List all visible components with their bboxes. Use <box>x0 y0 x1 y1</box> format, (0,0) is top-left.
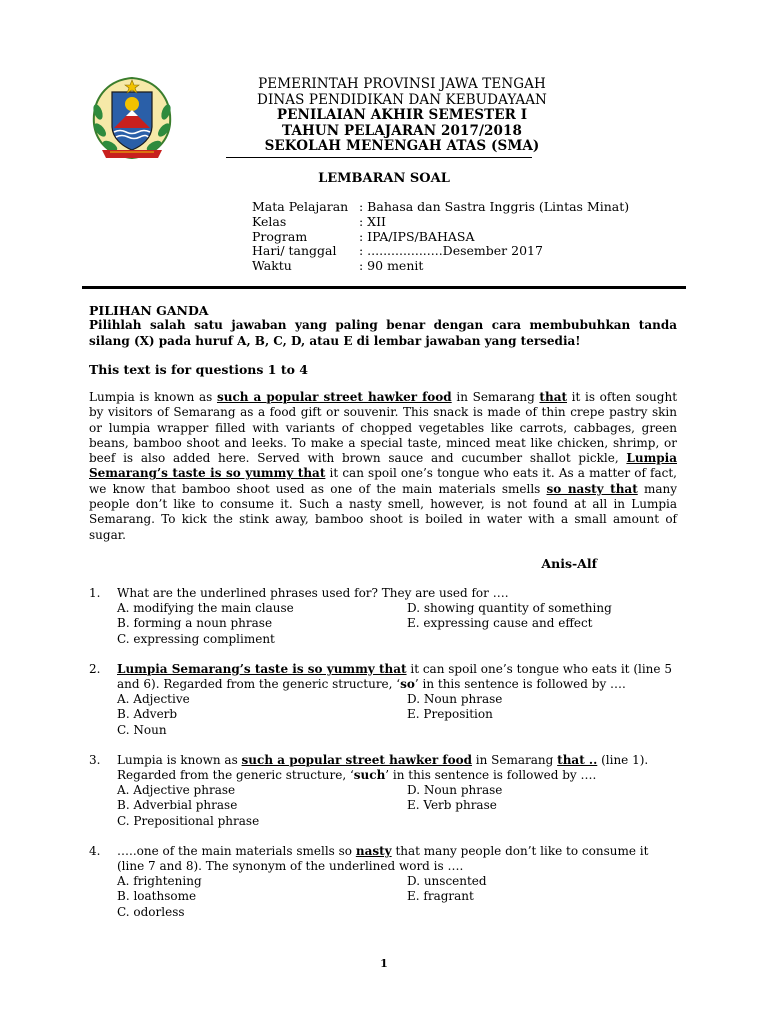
answer-option: A. frightening <box>117 874 202 889</box>
header-line-school: SEKOLAH MENENGAH ATAS (SMA) <box>264 138 540 154</box>
exam-content <box>89 303 677 920</box>
answer-option <box>407 905 677 920</box>
question-stem <box>89 753 677 783</box>
page-number: 1 <box>380 957 388 970</box>
question-number: 2. <box>89 661 101 676</box>
underlined-phrase: that .. <box>557 752 598 767</box>
question-text <box>117 662 677 692</box>
exam-info <box>252 200 629 274</box>
emphasized-word: such <box>353 768 386 782</box>
reading-passage <box>89 390 677 543</box>
answer-option: C. odorless <box>117 904 185 919</box>
sheet-title: LEMBARAN SOAL <box>318 171 450 186</box>
exam-info-row <box>252 230 629 245</box>
answer-option: C. Prepositional phrase <box>117 813 260 828</box>
header-line-year: TAHUN PELAJARAN 2017/2018 <box>282 122 522 139</box>
underlined-phrase: such a popular street hawker food <box>241 752 472 767</box>
exam-info-value: : ...................Desember 2017 <box>359 243 543 259</box>
answer-option: B. forming a noun phrase <box>117 616 273 631</box>
school-header <box>226 77 578 155</box>
question-text <box>117 844 677 874</box>
question-text-part: Lumpia is known as <box>117 752 242 767</box>
passage-text: it is often sought by visitors of Semarang as a food gift or souvenir. This snack is made of thin crepe pastry skin or lumpia wrapper filled with variants of chopped vegetables like carrots, cabbages, green beans, bamboo shoot and leeks. To make a special taste, minced meat like chicken, shrimp, or beef is also added here. Served with brown sauce and cucumber shallot pickle, <box>89 390 678 466</box>
passage-author: Anis-Alf <box>541 555 597 571</box>
answer-option: E. Verb phrase <box>407 798 497 813</box>
section-divider <box>82 286 686 289</box>
answer-option: D. unscented <box>407 874 487 889</box>
exam-info-key: Waktu <box>252 258 292 274</box>
exam-info-key: Kelas <box>252 213 287 229</box>
question-stem <box>89 586 677 601</box>
question-number: 3. <box>89 752 101 767</box>
exam-info-value: : 90 menit <box>359 258 424 274</box>
answer-option: B. Adverb <box>117 707 178 722</box>
exam-info-key: Program <box>252 228 308 244</box>
answer-options <box>117 601 677 647</box>
question-text-part: in Semarang <box>471 752 558 767</box>
passage-text: it can spoil one’s tongue who eats it. As a matter of fact, we know that bamboo shoot used as one of the main materials smells <box>89 466 677 496</box>
answer-option: D. Noun phrase <box>407 783 503 798</box>
answer-option: A. Adjective <box>117 692 190 707</box>
underlined-phrase: such a popular street hawker food <box>216 390 452 404</box>
header-divider <box>226 157 532 158</box>
answer-option: D. Noun phrase <box>407 692 503 707</box>
question-text-part: ’ in this sentence is followed by …. <box>414 676 626 691</box>
exam-info-row <box>252 200 629 215</box>
answer-option: E. expressing cause and effect <box>407 616 593 631</box>
question-text-part: …..one of the main materials smells so <box>117 843 356 858</box>
exam-info-row <box>252 244 629 259</box>
question-stem <box>89 844 677 874</box>
question-1 <box>89 586 677 647</box>
exam-info-value: : IPA/IPS/BAHASA <box>359 228 475 244</box>
answer-option: C. Noun <box>117 722 167 737</box>
answer-option: E. Preposition <box>407 707 493 722</box>
answer-options <box>117 874 677 920</box>
question-2 <box>89 662 677 738</box>
header-line-assessment: PENILAIAN AKHIR SEMESTER I <box>276 107 528 123</box>
underlined-phrase: that <box>539 390 568 404</box>
exam-info-value: : Bahasa dan Sastra Inggris (Lintas Minat) <box>359 199 630 214</box>
question-stem <box>89 662 677 692</box>
answer-option <box>407 632 677 647</box>
section-heading: PILIHAN GANDA <box>89 303 209 318</box>
underlined-phrase: so nasty that <box>546 481 638 496</box>
exam-info-key: Hari/ tanggal <box>252 243 337 259</box>
text-heading: This text is for questions 1 to 4 <box>89 362 308 377</box>
answer-option: C. expressing compliment <box>117 631 275 646</box>
answer-option: D. showing quantity of something <box>407 601 612 616</box>
jawa-tengah-emblem-icon <box>86 72 178 164</box>
exam-info-row <box>252 259 629 274</box>
answer-option: B. loathsome <box>117 889 197 904</box>
underlined-phrase: nasty <box>355 843 392 858</box>
exam-info-key: Mata Pelajaran <box>252 199 349 214</box>
question-number: 1. <box>89 585 101 600</box>
answer-option: A. Adjective phrase <box>117 783 236 798</box>
question-text-part: that many people don’t like to consume it (line 7 and 8). The synonym of the underlined word is …. <box>117 843 649 874</box>
answer-option <box>407 814 677 829</box>
passage-text: many people don’t like to consume it. Such a nasty smell, however, is not found at all in Lumpia Semarang. To kick the stink away, bamboo shoot is boiled in water with a small amount of sugar. <box>89 481 677 542</box>
emphasized-word: so <box>400 676 415 691</box>
question-text-part: it can spoil one’s tongue who eats it (line 5 and 6). Regarded from the generic structure, ‘ <box>117 661 672 691</box>
question-number: 4. <box>89 843 101 858</box>
exam-info-value: : XII <box>359 213 386 229</box>
answer-options <box>117 692 677 738</box>
question-text-part: (line 1). Regarded from the generic structure, ‘ <box>117 752 649 782</box>
answer-option: A. modifying the main clause <box>117 601 294 616</box>
question-text-part: ’ in this sentence is followed by …. <box>385 768 597 782</box>
passage-text: in Semarang <box>451 390 540 404</box>
answer-option <box>407 723 677 738</box>
question-text <box>117 753 677 783</box>
underlined-phrase: Lumpia Semarang’s taste is so yummy that <box>117 661 407 676</box>
passage-text: Lumpia is known as <box>89 390 217 404</box>
underlined-phrase: Lumpia Semarang’s taste is so yummy that <box>89 451 677 481</box>
exam-info-row <box>252 215 629 230</box>
instruction-text: Pilihlah salah satu jawaban yang paling benar dengan cara membubuhkan tanda silang (X) pada huruf A, B, C, D, atau E di lembar jawaban yang tersedia! <box>89 318 677 348</box>
answer-option: B. Adverbial phrase <box>117 798 238 813</box>
question-text: What are the underlined phrases used for? They are used for …. <box>117 585 509 600</box>
answer-options <box>117 783 677 829</box>
question-3 <box>89 753 677 829</box>
question-4 <box>89 844 677 920</box>
header-line-department: DINAS PENDIDIKAN DAN KEBUDAYAAN <box>257 91 547 108</box>
header-line-province: PEMERINTAH PROVINSI JAWA TENGAH <box>258 76 546 92</box>
answer-option: E. fragrant <box>407 889 474 904</box>
